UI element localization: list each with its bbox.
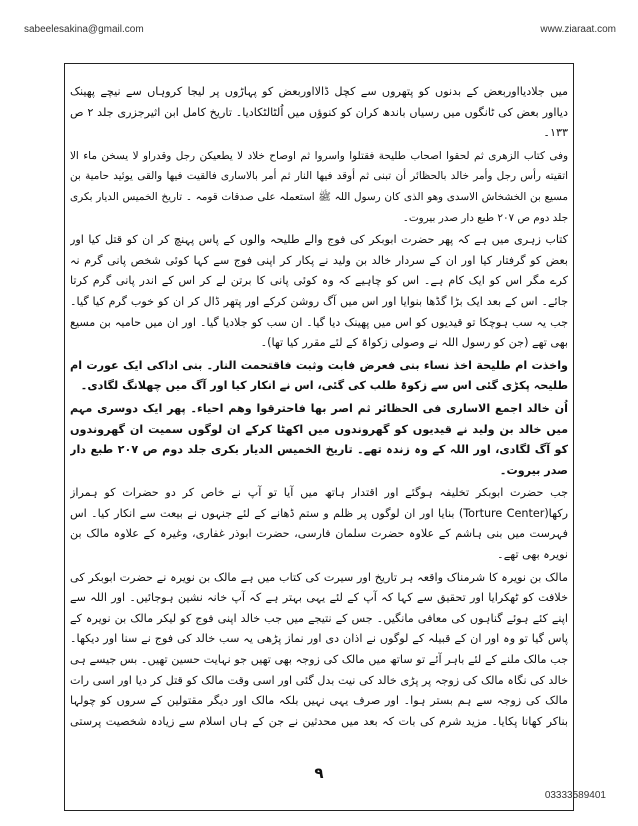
footer-phone: 03333589401 [544, 790, 606, 801]
paragraph: میں جلادیااوربعض کے بدنوں کو پتھروں سے کچل ڈالااوربعض کو پہاڑوں پر لیجا کروہاں سے نیچے پھینک دیااور بعض کی ٹانگوں میں رسیاں باندھ کران کو کنوؤں میں اُلٹالٹکادیا۔ تاریخ کامل ابن اثیرجزری جلد ۲ ص ۱۳۳۔ [70, 85, 568, 140]
header-website[interactable]: www.ziaraat.com [540, 24, 616, 35]
paragraph: جب حضرت ابوبکر تخلیفہ ہوگئے اور اقتدار ہاتھ میں آیا تو آپ نے خاص کر دو حضرات کو ہمراز رکھا(Torture Center) بنایا اور ان لوگوں پر ظلم و ستم ڈھانے کے لئے جنہوں نے بیعت سے انکار کیا۔ اس فہرست میں بنی ہاشم کے علاوہ حضرت سلمان فارسی، حضرت ابوذر غفاری، وغیرہ کے علاوہ مالک بن نویرہ بھی تھے۔ [70, 486, 568, 562]
paragraph: اُن خالد اجمع الاساری فی الحظائر ثم اصر بھا فاحترقوا وھم احیاء۔ پھر ایک دوسری مہم میں خالد بن ولید نے قیدیوں کو گھروندوں میں اکھٹا کرکے ان لوگوں سمیت ان گھروندوں کو آگ لگادی، اور اللہ کے وہ زندہ تھے۔ تاریخ الخمیس الدیار بکری جلد دوم ص ۲۰۷ طبع دار صدر بیروت۔ [70, 401, 568, 477]
page-header [0, 0, 638, 40]
body-text [70, 82, 568, 732]
page-number: ۹ [314, 764, 324, 782]
paragraph: کتاب زہری میں ہے کہ پھر حضرت ابوبکر کی فوج والے طلیحہ والوں کے پاس پہنچ کر ان کو قتل کیا اور بعض کو گرفتار کیا اور ان کے سردار خالد بن ولید نے پکار کر اپنی فوج سے کہا کوئی شخص پانی گرم نہ کرے مگر اس کو ایک کام ہے۔ اس کو چاہیے کہ وہ کوئی پانی کا برتن لے کر اس کے اندر پانی گرم کرتا جائے۔ اس کے بعد ایک بڑا گڈھا بنوایا اور اس میں آگ روشن کرکے اور پتھر ڈال کر ان کو خوب گرم کیا گیا۔ جب یہ سب ہوچکا تو قیدیوں کو اس میں پھینک دیا گیا۔ ان سب کو جلادیا گیا۔ اور ان میں حامیہ بن مسیع بھی تھے (جن کو رسول اللہ نے وصولی زکواۃ کے لئے مقرر کیا تھا)۔ [70, 233, 568, 350]
header-email[interactable]: sabeelesakina@gmail.com [24, 24, 144, 35]
paragraph: وفی کتاب الزھری ثم لحقوا اصحاب طلیحة فقتلوا واسروا ثم اوصاح خلاد لا یطعیکن رجل وقدراو لا یسخن ماء الا اتقیته رأس رجل وأمر خالد بالحظائر أن تبنی ثم أوقد فیھا النار ثم أمر بالاساری فالقیت فیھا والقی یوئید حامیة بن مسیع بن الخشخاش الاسدی وھو الذی کان رسول اللہ ﷺ استعملہ علی صدقات قومہ ۔ تاریخ الخمیس الدیار بکری جلد دوم ص ۲۰۷ طبع دار صدر بیروت۔ [70, 149, 568, 224]
paragraph: واخذت ام طلیحة اخذ نساء بنی فعرض فابت وثبت فاقتحمت النار۔ بنی اداکی ایک عورت ام طلیحہ پکڑی گئی اس سے زکوۃ طلب کی گئی، اس نے انکار کیا اور آگ میں چھلانگ لگادی۔ [70, 358, 568, 393]
paragraph: مالک بن نویرہ کا شرمناک واقعہ ہر تاریخ اور سیرت کی کتاب میں ہے مالک بن نویرہ نے حضرت ابوبکر کی خلافت کو ٹھکرایا اور تحقیق سے کہا کہ آپ کے لئے یہی بہتر ہے کہ آپ خانہ نشین ہوجائیں۔ اور اللہ سے اپنے کئے ہوئے گناہوں کی معافی مانگیں۔ جس کے نتیجے میں جب خالد اپنی فوج کو لیکر مالک بن نویرہ کے پاس گیا تو وہ اور ان کے قبیلہ کے لوگوں نے اذان دی اور نماز پڑھی یہ سب خالد کی فوج نے سنا اور دیکھا۔ جب مالک ملنے کے لئے باہر آئے تو ساتھ میں مالک کی زوجہ بھی تھیں جو نہایت حسین تھیں۔ بس جیسے ہی خالد کی نگاہ مالک کی زوجہ پر پڑی خالد کی نیت بدل گئی اور اسی وقت مالک کو قتل کر دیا اور اسی رات مالک کی زوجہ سے ہم بستر ہوا۔ اور صرف یہی نہیں بلکہ مالک اور دیگر مقتولین کے سروں کو چولہا بناکر کھانا پکایا۔ مزید شرم کی بات کہ بعد میں محدثین نے جن کے ہاں اسلام سے زیادہ شخصیت پرستی [70, 570, 568, 728]
